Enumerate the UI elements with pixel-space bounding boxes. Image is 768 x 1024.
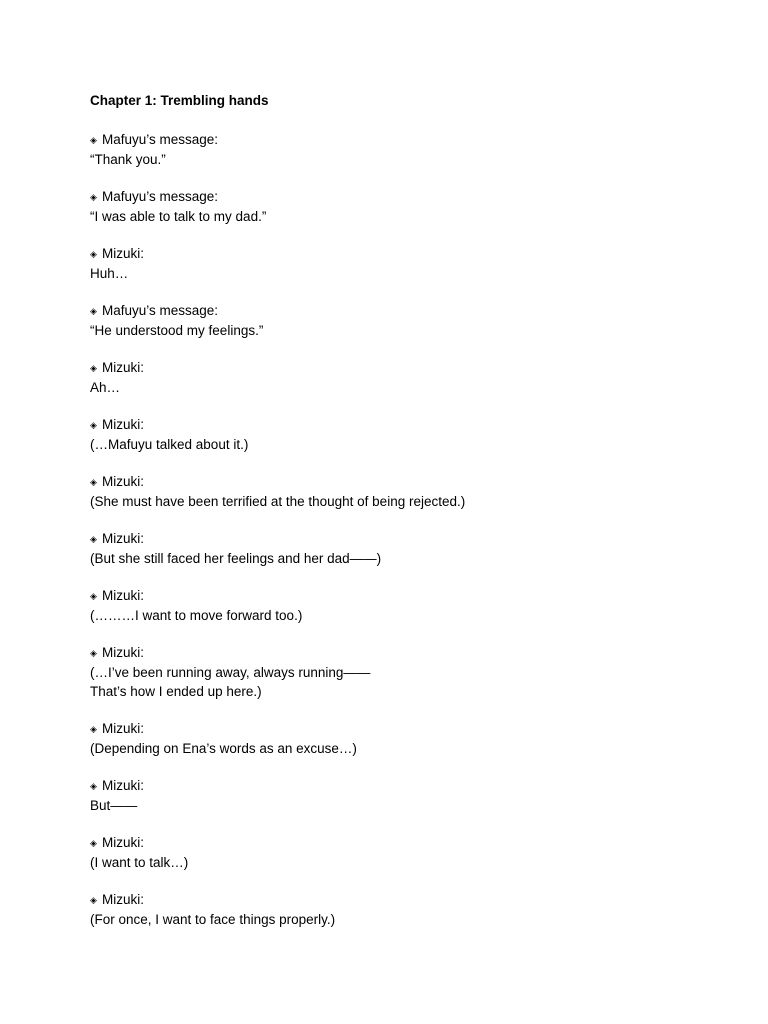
dialogue-text: (Depending on Ena’s words as an excuse…) (90, 741, 357, 756)
dialogue-text: Huh… (90, 266, 129, 281)
speaker-line (90, 833, 730, 853)
diamond-bullet-icon: ◈ (90, 135, 97, 145)
speaker-name: Mizuki: (102, 246, 145, 261)
diamond-bullet-icon: ◈ (90, 838, 97, 848)
dialogue-entry (90, 472, 730, 511)
diamond-bullet-icon: ◈ (90, 781, 97, 791)
speaker-name: Mizuki: (102, 721, 145, 736)
diamond-bullet-icon: ◈ (90, 363, 97, 373)
dialogue-entry (90, 130, 730, 169)
dialogue-entry (90, 301, 730, 340)
diamond-bullet-icon: ◈ (90, 591, 97, 601)
dialogue-text: (But she still faced her feelings and her dad——) (90, 551, 382, 566)
speaker-line (90, 301, 730, 321)
dialogue-text: (………I want to move forward too.) (90, 608, 303, 623)
speaker-name: Mizuki: (102, 645, 145, 660)
diamond-bullet-icon: ◈ (90, 306, 97, 316)
dialogue-list (90, 130, 730, 929)
dialogue-text: (…Mafuyu talked about it.) (90, 437, 249, 452)
speaker-line (90, 643, 730, 663)
dialogue-text: “He understood my feelings.” (90, 323, 264, 338)
diamond-bullet-icon: ◈ (90, 534, 97, 544)
dialogue-entry (90, 358, 730, 397)
speaker-name: Mizuki: (102, 778, 145, 793)
dialogue-entry (90, 244, 730, 283)
speaker-line (90, 358, 730, 378)
diamond-bullet-icon: ◈ (90, 895, 97, 905)
dialogue-text: (…I’ve been running away, always running—— (90, 665, 371, 680)
dialogue-entry (90, 586, 730, 625)
speaker-line (90, 776, 730, 796)
document-page (90, 92, 730, 947)
speaker-name: Mafuyu’s message: (102, 132, 219, 147)
speaker-line (90, 586, 730, 606)
speaker-name: Mizuki: (102, 360, 145, 375)
dialogue-text: Ah… (90, 380, 121, 395)
speaker-name: Mafuyu’s message: (102, 303, 219, 318)
dialogue-entry (90, 529, 730, 568)
dialogue-entry (90, 415, 730, 454)
dialogue-text: (For once, I want to face things properly.) (90, 912, 336, 927)
dialogue-text: “I was able to talk to my dad.” (90, 209, 267, 224)
dialogue-entry (90, 187, 730, 226)
diamond-bullet-icon: ◈ (90, 648, 97, 658)
chapter-title: Chapter 1: Trembling hands (90, 93, 269, 108)
diamond-bullet-icon: ◈ (90, 420, 97, 430)
diamond-bullet-icon: ◈ (90, 477, 97, 487)
diamond-bullet-icon: ◈ (90, 724, 97, 734)
dialogue-entry (90, 643, 730, 701)
speaker-line (90, 130, 730, 150)
speaker-line (90, 244, 730, 264)
dialogue-text: (She must have been terrified at the thought of being rejected.) (90, 494, 466, 509)
speaker-name: Mizuki: (102, 474, 145, 489)
speaker-name: Mafuyu’s message: (102, 189, 219, 204)
dialogue-entry (90, 833, 730, 872)
dialogue-entry (90, 776, 730, 815)
speaker-line (90, 472, 730, 492)
speaker-line (90, 187, 730, 207)
dialogue-text: That’s how I ended up here.) (90, 684, 262, 699)
diamond-bullet-icon: ◈ (90, 249, 97, 259)
speaker-name: Mizuki: (102, 892, 145, 907)
diamond-bullet-icon: ◈ (90, 192, 97, 202)
speaker-line (90, 719, 730, 739)
dialogue-text: (I want to talk…) (90, 855, 189, 870)
dialogue-text: But—— (90, 798, 138, 813)
speaker-line (90, 890, 730, 910)
speaker-name: Mizuki: (102, 588, 145, 603)
speaker-line (90, 415, 730, 435)
dialogue-text: “Thank you.” (90, 152, 166, 167)
speaker-line (90, 529, 730, 549)
dialogue-entry (90, 890, 730, 929)
speaker-name: Mizuki: (102, 531, 145, 546)
speaker-name: Mizuki: (102, 835, 145, 850)
dialogue-entry (90, 719, 730, 758)
speaker-name: Mizuki: (102, 417, 145, 432)
